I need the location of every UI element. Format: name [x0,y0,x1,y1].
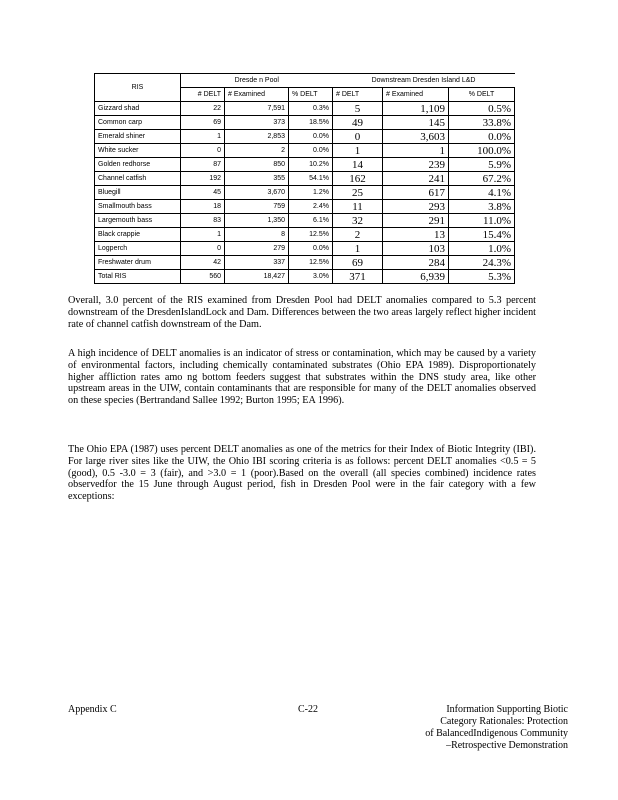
cell-downstream-pct: 1.0% [449,242,515,256]
cell-pool-pct: 3.0% [289,270,333,284]
cell-pool-delt: 42 [181,256,225,270]
table-row [95,158,515,172]
cell-downstream-pct: 11.0% [449,214,515,228]
table-row [95,256,515,270]
cell-pool-examined: 7,591 [225,102,289,116]
table-row [95,214,515,228]
cell-row-name: Freshwater drum [95,256,181,270]
cell-downstream-delt: 49 [333,116,383,130]
cell-pool-delt: 69 [181,116,225,130]
table-row [95,172,515,186]
cell-downstream-examined: 284 [383,256,449,270]
cell-downstream-delt: 32 [333,214,383,228]
group-header-pool: Dresde n Pool [181,74,333,88]
cell-pool-delt: 83 [181,214,225,228]
col-header-pct: % DELT [289,88,333,102]
cell-downstream-delt: 371 [333,270,383,284]
cell-pool-examined: 355 [225,172,289,186]
cell-pool-pct: 0.0% [289,144,333,158]
col-header-examined: # Examined [225,88,289,102]
col-header-examined: # Examined [383,88,449,102]
footer-title-line: Category Rationales: Protection [440,716,568,727]
cell-pool-pct: 18.5% [289,116,333,130]
cell-downstream-delt: 69 [333,256,383,270]
cell-pool-pct: 54.1% [289,172,333,186]
cell-downstream-pct: 33.8% [449,116,515,130]
cell-pool-pct: 0.0% [289,130,333,144]
cell-pool-delt: 87 [181,158,225,172]
cell-downstream-pct: 5.3% [449,270,515,284]
cell-pool-delt: 18 [181,200,225,214]
table-row [95,270,515,284]
cell-downstream-pct: 67.2% [449,172,515,186]
cell-pool-examined: 279 [225,242,289,256]
cell-downstream-pct: 15.4% [449,228,515,242]
cell-row-name: Gizzard shad [95,102,181,116]
cell-downstream-delt: 2 [333,228,383,242]
cell-downstream-examined: 145 [383,116,449,130]
cell-pool-delt: 1 [181,130,225,144]
paragraph-overall: Overall, 3.0 percent of the RIS examined from Dresden Pool had DELT anomalies compared to 5.3 percent downstream of the DresdenIslandLock and Dam. Differences between the two areas largely reflect higher incident rate of channel catfish downstream of the Dam. [68,295,536,330]
cell-row-name: White sucker [95,144,181,158]
table-row [95,102,515,116]
cell-pool-examined: 3,670 [225,186,289,200]
cell-pool-pct: 12.5% [289,256,333,270]
cell-row-name: Largemouth bass [95,214,181,228]
cell-downstream-examined: 1 [383,144,449,158]
cell-row-name: Emerald shiner [95,130,181,144]
table-row [95,200,515,214]
col-header-pct: % DELT [449,88,515,102]
group-header-downstream: Downstream Dresden Island L&D [333,74,515,88]
cell-pool-pct: 6.1% [289,214,333,228]
cell-pool-pct: 10.2% [289,158,333,172]
cell-pool-delt: 45 [181,186,225,200]
cell-pool-examined: 2,853 [225,130,289,144]
cell-downstream-pct: 24.3% [449,256,515,270]
cell-downstream-examined: 3,603 [383,130,449,144]
cell-row-name: Channel catfish [95,172,181,186]
cell-row-name: Golden redhorse [95,158,181,172]
cell-downstream-delt: 25 [333,186,383,200]
cell-row-name: Total RIS [95,270,181,284]
cell-downstream-delt: 1 [333,242,383,256]
cell-downstream-pct: 3.8% [449,200,515,214]
footer-appendix: Appendix C [68,704,117,715]
cell-downstream-pct: 5.9% [449,158,515,172]
footer-title-line: –Retrospective Demonstration [446,740,568,751]
table-row [95,144,515,158]
cell-downstream-delt: 1 [333,144,383,158]
footer-title-line: of BalancedIndigenous Community [425,728,568,739]
cell-downstream-pct: 0.0% [449,130,515,144]
cell-downstream-delt: 5 [333,102,383,116]
col-header-delt: # DELT [333,88,383,102]
table-row [95,228,515,242]
cell-pool-examined: 18,427 [225,270,289,284]
table-row [95,186,515,200]
cell-downstream-delt: 11 [333,200,383,214]
table-row [95,130,515,144]
cell-pool-delt: 22 [181,102,225,116]
cell-pool-delt: 560 [181,270,225,284]
cell-downstream-delt: 0 [333,130,383,144]
delt-table [94,73,515,284]
cell-downstream-examined: 1,109 [383,102,449,116]
cell-pool-pct: 0.3% [289,102,333,116]
ris-header: RIS [95,74,181,102]
cell-pool-pct: 1.2% [289,186,333,200]
cell-downstream-pct: 0.5% [449,102,515,116]
cell-pool-examined: 337 [225,256,289,270]
footer-page-number: C-22 [298,704,318,715]
cell-downstream-examined: 293 [383,200,449,214]
cell-pool-examined: 850 [225,158,289,172]
cell-row-name: Black crappie [95,228,181,242]
footer-document-title [398,704,568,752]
cell-pool-examined: 2 [225,144,289,158]
cell-pool-pct: 2.4% [289,200,333,214]
table-body [95,102,515,284]
cell-pool-examined: 8 [225,228,289,242]
cell-row-name: Common carp [95,116,181,130]
paragraph-ibi: The Ohio EPA (1987) uses percent DELT anomalies as one of the metrics for their Index of Biotic Integrity (IBI). For large river sites like the UIW, the Ohio IBI scoring criteria is as follows: percent DELT anomalies <0.5 = 5 (good), 0.5 -3.0 = 3 (fair), and >3.0 = 1 (poor).Based on the overall (all species combined) incidence rates observedfor the 15 June through August period, fish in Dresden Pool were in the fair category with a few exceptions: [68,444,536,503]
paragraph-incidence: A high incidence of DELT anomalies is an indicator of stress or contamination, which may be caused by a variety of environmental factors, including chemically contaminated substrates (Ohio EPA 1989). Disproportionately higher affliction rates amo ng bottom feeders suggest that substrates within the DNS study area, like other upstream areas in the UIW, contain contaminants that are responsible for many of the DELT anomalies observed on these species (Bertrandand Sallee 1992; Burton 1995; EA 1996). [68,348,536,407]
footer-title-line: Information Supporting Biotic [446,704,568,715]
col-header-delt: # DELT [181,88,225,102]
cell-pool-pct: 0.0% [289,242,333,256]
cell-pool-delt: 0 [181,144,225,158]
table-row [95,116,515,130]
cell-row-name: Bluegill [95,186,181,200]
cell-pool-examined: 1,350 [225,214,289,228]
cell-downstream-pct: 100.0% [449,144,515,158]
cell-downstream-examined: 239 [383,158,449,172]
cell-downstream-pct: 4.1% [449,186,515,200]
cell-pool-examined: 759 [225,200,289,214]
cell-pool-delt: 192 [181,172,225,186]
cell-row-name: Smallmouth bass [95,200,181,214]
cell-pool-examined: 373 [225,116,289,130]
table-row [95,242,515,256]
cell-downstream-examined: 241 [383,172,449,186]
cell-pool-delt: 1 [181,228,225,242]
cell-pool-pct: 12.5% [289,228,333,242]
cell-downstream-delt: 162 [333,172,383,186]
cell-pool-delt: 0 [181,242,225,256]
cell-downstream-examined: 103 [383,242,449,256]
cell-row-name: Logperch [95,242,181,256]
cell-downstream-delt: 14 [333,158,383,172]
cell-downstream-examined: 617 [383,186,449,200]
cell-downstream-examined: 13 [383,228,449,242]
cell-downstream-examined: 6,939 [383,270,449,284]
cell-downstream-examined: 291 [383,214,449,228]
